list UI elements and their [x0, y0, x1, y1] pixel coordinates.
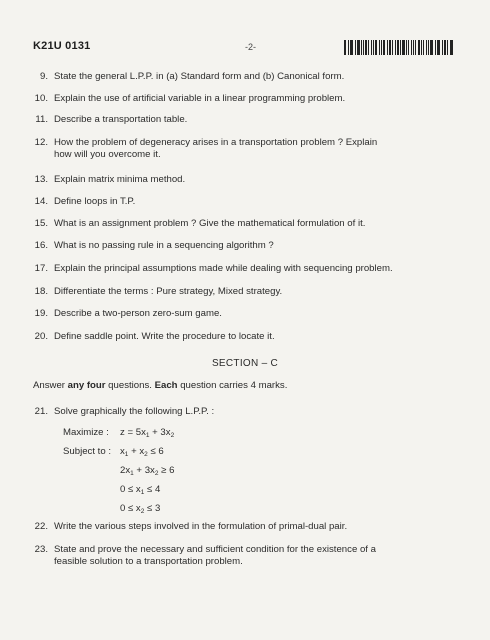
question-text: Explain matrix minima method. [54, 174, 186, 185]
barcode-bar [387, 40, 388, 55]
barcode-bar [423, 40, 425, 55]
question-text: Describe a two-person zero-sum game. [54, 308, 222, 319]
barcode-bar [363, 40, 364, 55]
barcode-bar [430, 40, 433, 55]
objective-function: $z = 5x_1 + 3x_2$ [120, 427, 175, 439]
barcode-bar [428, 40, 429, 55]
question-text: State the general L.P.P. in (a) Standard form and (b) Canonical form. [54, 71, 345, 82]
question-21 [33, 406, 453, 420]
barcode-bar [400, 40, 401, 55]
question-item [24, 308, 464, 322]
question-text: How the problem of degeneracy arises in a transportation problem ? Explain [54, 137, 378, 148]
barcode-bar [418, 40, 420, 55]
question-number: 16. [34, 240, 48, 251]
question-number: 14. [34, 196, 48, 207]
question-item [24, 218, 464, 232]
barcode-bar [421, 40, 422, 55]
barcode-bar [344, 40, 346, 55]
question-number: 18. [34, 286, 48, 297]
question-number: 22. [34, 521, 48, 532]
question-item [24, 263, 464, 277]
barcode-bar [351, 40, 353, 55]
barcode-bar [397, 40, 399, 55]
question-text: Explain the principal assumptions made while dealing with sequencing problem. [54, 263, 393, 274]
question-text-continued: feasible solution to a transportation problem. [54, 556, 243, 567]
barcode-bar [392, 40, 393, 55]
question-item [24, 71, 464, 85]
question-number: 23. [34, 544, 48, 555]
barcode-bar [447, 40, 448, 55]
barcode-bar [406, 40, 407, 55]
barcode-bar [395, 40, 396, 55]
constraint-3: $0 \le x_1 \le 4$ [120, 484, 161, 496]
barcode-bar [402, 40, 405, 55]
question-text: Explain the use of artificial variable in a linear programming problem. [54, 93, 346, 104]
question-number: 10. [34, 93, 48, 104]
question-text-continued: how will you overcome it. [54, 149, 161, 160]
barcode-bar [451, 40, 453, 55]
maximize-label: Maximize : [63, 427, 109, 438]
exam-code: K21U 0131 [33, 40, 91, 52]
question-item [24, 174, 464, 188]
question-item [24, 196, 464, 210]
barcode-bar [381, 40, 382, 55]
barcode-bar [408, 40, 409, 55]
barcode-bar [348, 40, 349, 55]
question-number: 11. [35, 114, 48, 125]
barcode-bar [368, 40, 369, 55]
barcode-bar [444, 40, 446, 55]
question-number: 19. [34, 308, 48, 319]
barcode-bar [361, 40, 362, 55]
question-item [24, 521, 464, 535]
question-text: What is no passing rule in a sequencing algorithm ? [54, 240, 274, 251]
question-text: Define loops in T.P. [54, 196, 136, 207]
barcode-bar [426, 40, 427, 55]
question-number: 12. [34, 137, 48, 148]
question-item [24, 240, 464, 254]
question-number: 17. [34, 263, 48, 274]
barcode-bar [389, 40, 391, 55]
question-number: 9. [39, 71, 48, 82]
question-number: 13. [34, 174, 48, 185]
barcode-bar [383, 40, 386, 55]
question-item [24, 137, 464, 163]
barcode-bar [438, 40, 440, 55]
barcode-bar [350, 40, 351, 55]
question-number: 15. [34, 218, 48, 229]
question-item [24, 544, 464, 570]
question-text: Solve graphically the following L.P.P. : [54, 406, 215, 417]
barcode-bar [375, 40, 377, 55]
question-item [24, 93, 464, 107]
question-text: Write the various steps involved in the formulation of primal-dual pair. [54, 521, 348, 532]
barcode-bar [371, 40, 372, 55]
question-text: State and prove the necessary and sufficient condition for the existence of a [54, 544, 376, 555]
barcode-bar [442, 40, 443, 55]
constraint-2: $2x_1 + 3x_2 \ge 6$ [120, 465, 175, 477]
question-text: Describe a transportation table. [54, 114, 188, 125]
question-text: Define saddle point. Write the procedure to locate it. [54, 331, 275, 342]
page-header [33, 40, 454, 56]
constraint-1: $x_1 + x_2 \le 6$ [120, 446, 164, 458]
question-number: 20. [34, 331, 48, 342]
barcode-bar [437, 40, 438, 55]
constraint-4: $0 \le x_2 \le 3$ [120, 503, 161, 515]
question-item [24, 331, 464, 345]
question-text: What is an assignment problem ? Give the mathematical formulation of it. [54, 218, 366, 229]
barcode-bar [450, 40, 451, 55]
section-title: SECTION – C [211, 358, 279, 369]
question-number: 21. [34, 406, 48, 417]
barcode-bar [411, 40, 413, 55]
subject-to-label: Subject to : [63, 446, 111, 457]
barcode-bar [435, 40, 436, 55]
page-number: -2- [245, 42, 256, 52]
barcode [344, 40, 454, 55]
section-instructions: Answer any four questions. Each question carries 4 marks. [33, 380, 288, 391]
question-item [24, 286, 464, 300]
question-text: Differentiate the terms : Pure strategy, Mixed strategy. [54, 286, 283, 297]
question-item [24, 114, 464, 128]
barcode-bar [415, 40, 416, 55]
barcode-bar [413, 40, 414, 55]
barcode-bar [355, 40, 356, 55]
barcode-bar [365, 40, 367, 55]
barcode-bar [357, 40, 360, 55]
barcode-bar [373, 40, 375, 55]
barcode-bar [379, 40, 380, 55]
